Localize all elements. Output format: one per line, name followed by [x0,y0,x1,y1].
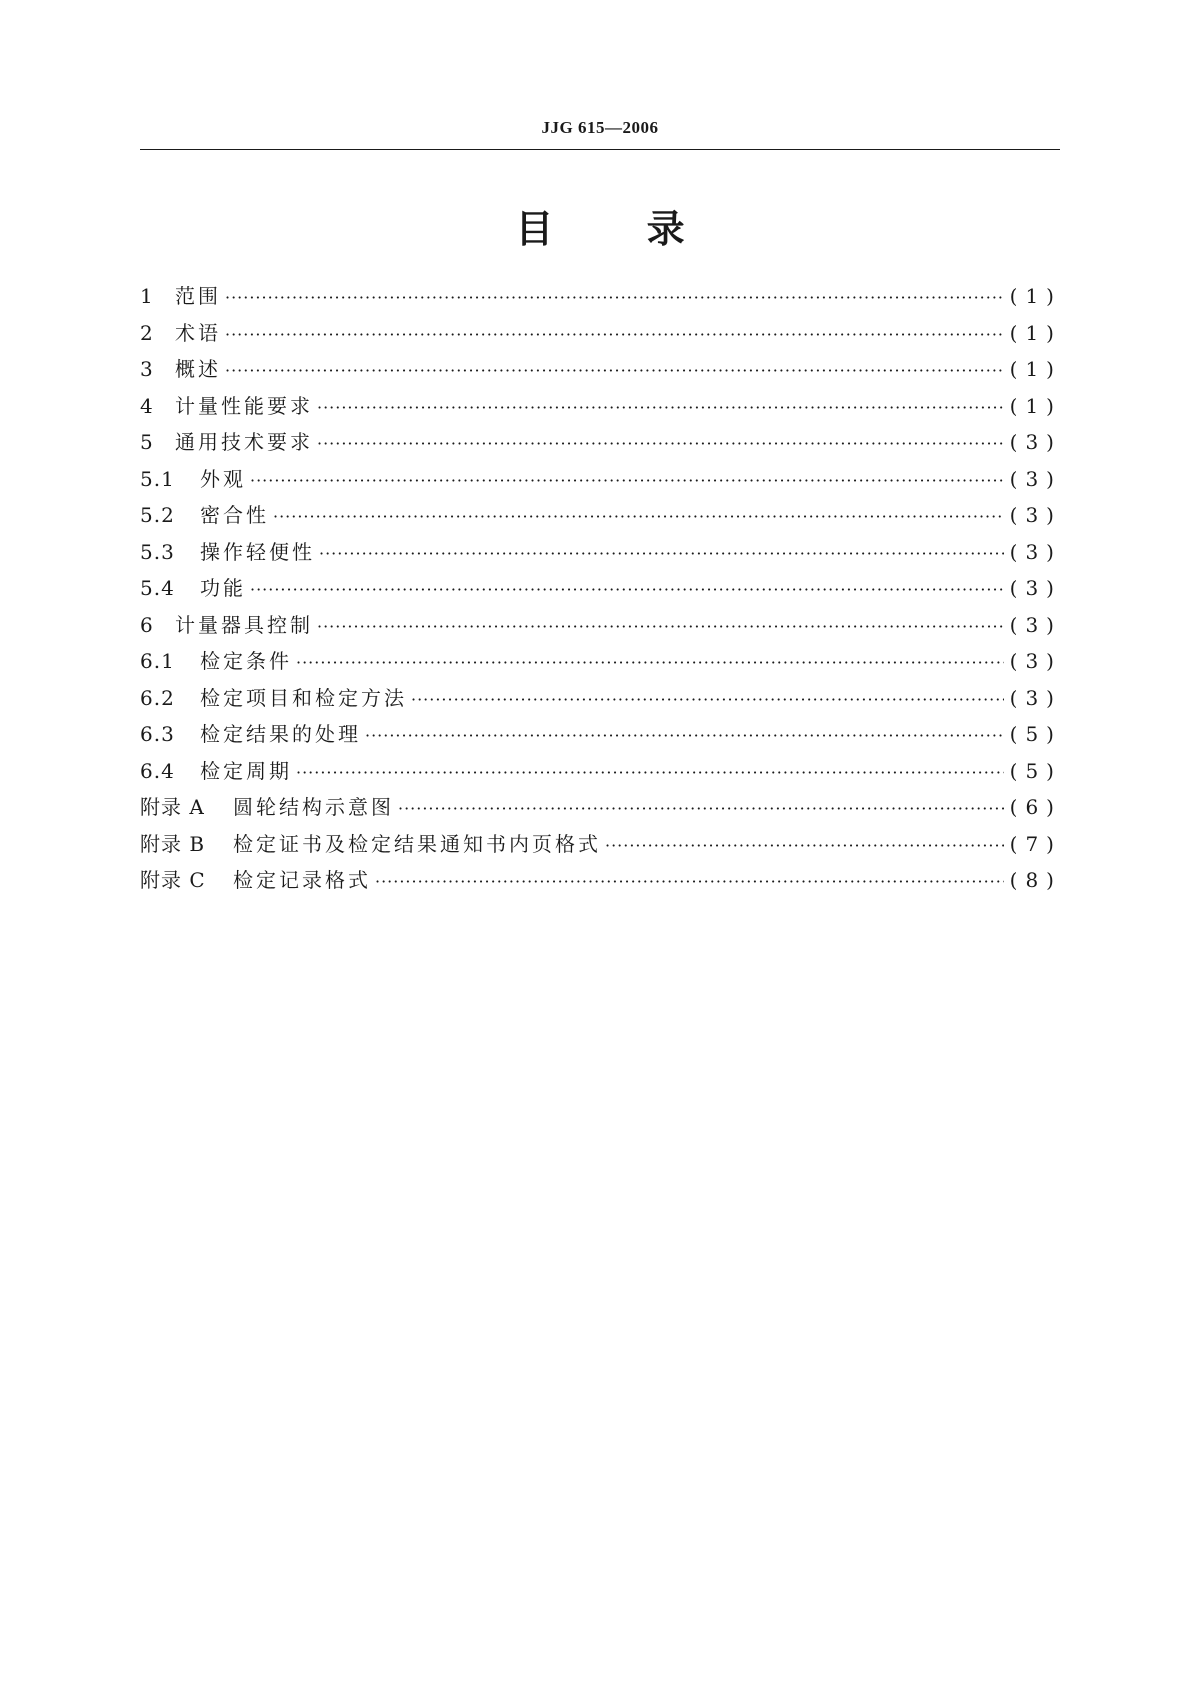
toc-leader-dots [273,507,1004,526]
toc-entry-page: (3) [1009,685,1062,710]
document-code-header: JJG 615—2006 [541,118,659,137]
toc-entry-page: (5) [1009,758,1062,783]
toc-entry-page: (3) [1009,539,1062,564]
table-of-contents [140,280,1062,901]
toc-entry-6-4[interactable] [140,755,1062,792]
toc-entry-6[interactable] [140,609,1062,646]
toc-entry-number: 5.3 [140,539,175,564]
toc-entry-label: 操作轻便性 [200,539,315,564]
toc-entry-label: 计量性能要求 [175,393,313,418]
toc-entry-number: 2 [140,320,154,345]
toc-entry-label: 计量器具控制 [175,612,313,637]
toc-entry-page: (3) [1009,649,1062,673]
toc-entry-page: (3) [1009,612,1062,637]
toc-entry-label: 检定证书及检定结果通知书内页格式 [233,831,601,856]
toc-leader-dots [319,544,1004,563]
toc-leader-dots [225,325,1004,344]
toc-entry-number: 5.2 [140,503,175,527]
toc-entry-number: 6.4 [140,758,175,783]
toc-entry-label: 检定周期 [200,758,292,783]
toc-entry-label: 检定结果的处理 [200,722,361,746]
toc-entry-label: 检定记录格式 [233,868,371,892]
toc-entry-label: 外观 [200,466,246,491]
toc-leader-dots [317,398,1004,417]
toc-entry-number: 附录 B [140,831,206,856]
toc-leader-dots [250,580,1004,599]
toc-leader-dots [375,872,1004,891]
toc-entry-label: 通用技术要求 [175,430,313,454]
toc-entry-number: 4 [140,393,154,418]
toc-entry-number: 5.1 [140,466,175,491]
toc-leader-dots [365,726,1004,745]
toc-entry-5[interactable] [140,426,1062,463]
title-char-right: 录 [646,207,685,251]
toc-entry-number: 6.1 [140,649,175,673]
toc-entry-label: 密合性 [200,503,269,527]
toc-entry-1[interactable] [140,280,1062,317]
toc-leader-dots [317,434,1004,453]
toc-entry-number: 附录 A [140,795,205,819]
title-char-left: 目 [515,207,554,251]
toc-entry-number: 6 [140,612,154,637]
toc-entry-3[interactable] [140,353,1062,390]
header-rule [140,149,1060,150]
toc-entry-label: 圆轮结构示意图 [233,795,394,819]
toc-entry-page: (3) [1009,466,1062,491]
toc-entry-5-3[interactable] [140,536,1062,573]
toc-entry-number: 1 [140,284,154,308]
toc-leader-dots [225,361,1004,380]
toc-entry-number: 5.4 [140,576,175,600]
toc-entry-label: 检定项目和检定方法 [200,685,407,710]
toc-entry-5-1[interactable] [140,463,1062,500]
toc-entry-6-3[interactable] [140,718,1062,755]
toc-leader-dots [605,836,1004,855]
toc-entry-page: (3) [1009,576,1062,600]
toc-entry-number: 5 [140,430,154,454]
toc-entry-page: (7) [1009,831,1062,856]
toc-entry-label: 功能 [200,576,246,600]
toc-entry-label: 检定条件 [200,649,292,673]
toc-entry-page: (3) [1009,430,1062,454]
toc-entry-appendix-b[interactable] [140,828,1062,865]
toc-entry-6-1[interactable] [140,645,1062,682]
toc-entry-appendix-a[interactable] [140,791,1062,828]
toc-entry-4[interactable] [140,390,1062,427]
toc-entry-page: (8) [1009,868,1062,892]
toc-entry-page: (5) [1009,722,1062,746]
toc-entry-page: (1) [1009,357,1062,381]
toc-entry-page: (1) [1009,284,1062,308]
toc-entry-2[interactable] [140,317,1062,354]
toc-entry-page: (1) [1009,320,1062,345]
toc-entry-number: 6.2 [140,685,175,710]
toc-entry-number: 6.3 [140,722,175,746]
toc-entry-page: (1) [1009,393,1062,418]
toc-entry-label: 术语 [175,320,221,345]
toc-entry-5-2[interactable] [140,499,1062,536]
toc-entry-6-2[interactable] [140,682,1062,719]
toc-entry-page: (6) [1009,795,1062,819]
toc-entry-label: 概述 [175,357,221,381]
toc-entry-appendix-c[interactable] [140,864,1062,901]
page-title [140,198,1060,253]
toc-leader-dots [225,288,1004,307]
toc-leader-dots [317,617,1004,636]
toc-leader-dots [250,471,1004,490]
toc-entry-number: 3 [140,357,154,381]
toc-entry-label: 范围 [175,284,221,308]
toc-entry-page: (3) [1009,503,1062,527]
toc-leader-dots [398,799,1004,818]
toc-entry-number: 附录 C [140,868,206,892]
toc-leader-dots [296,763,1004,782]
toc-leader-dots [296,653,1004,672]
toc-entry-5-4[interactable] [140,572,1062,609]
toc-leader-dots [411,690,1004,709]
